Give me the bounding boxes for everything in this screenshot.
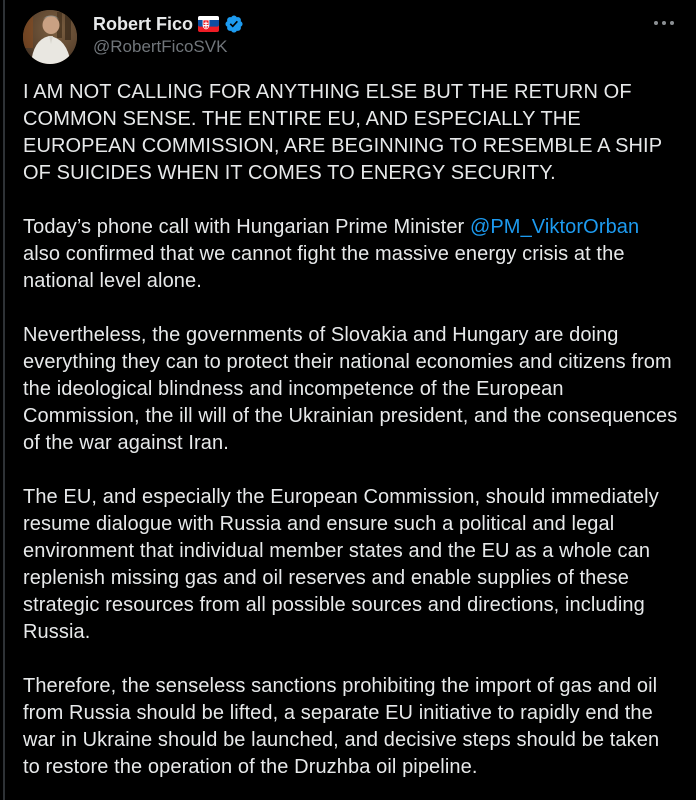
tweet-card (3, 0, 696, 800)
slovakia-flag-icon (198, 16, 219, 32)
tweet-paragraph (23, 214, 679, 295)
tweet-header (23, 10, 679, 64)
paragraph-text: The EU, and especially the European Commission, should immediately resume dialogue with Russia and ensure such a political and legal environment that individual member states and the EU as a whole can replenish missing gas and oil reserves and enable supplies of these strategic resources from all possible sources and directions, including Russia. (23, 486, 659, 643)
paragraph-text: also confirmed that we cannot fight the massive energy crisis at the national level alone. (23, 243, 625, 292)
author-handle[interactable]: @RobertFicoSVK (93, 37, 228, 56)
avatar-photo (23, 10, 77, 64)
verified-badge-icon (224, 14, 244, 34)
tweet-text (23, 79, 679, 781)
author-block (93, 10, 244, 58)
tweet-paragraph (23, 322, 679, 457)
tweet-paragraph (23, 673, 679, 781)
ellipsis-icon (653, 20, 675, 26)
author-name-row[interactable] (93, 13, 244, 35)
paragraph-text: Today’s phone call with Hungarian Prime Minister (23, 216, 470, 238)
tweet-paragraph (23, 79, 679, 187)
paragraph-text: I AM NOT CALLING FOR ANYTHING ELSE BUT THE RETURN OF COMMON SENSE. THE ENTIRE EU, AND ESPECIALLY THE EUROPEAN COMMISSION, ARE BEGINNING TO RESEMBLE A SHIP OF SUICIDES WHEN IT COMES TO ENERGY SECURITY. (23, 81, 662, 184)
tweet-paragraph (23, 484, 679, 646)
mention-link[interactable]: @PM_ViktorOrban (469, 216, 640, 238)
avatar[interactable] (23, 10, 77, 64)
author-name: Robert Fico (93, 14, 194, 34)
more-options-button[interactable] (649, 16, 679, 30)
paragraph-text: Therefore, the senseless sanctions prohibiting the import of gas and oil from Russia should be lifted, a separate EU initiative to rapidly end the war in Ukraine should be launched, and decisive steps should be taken to restore the operation of the Druzhba oil pipeline. (23, 675, 660, 778)
paragraph-text: Nevertheless, the governments of Slovakia and Hungary are doing everything they can to protect their national economies and citizens from the ideological blindness and incompetence of the European Commission, the ill will of the Ukrainian president, and the consequences of the war against Iran. (23, 324, 678, 454)
